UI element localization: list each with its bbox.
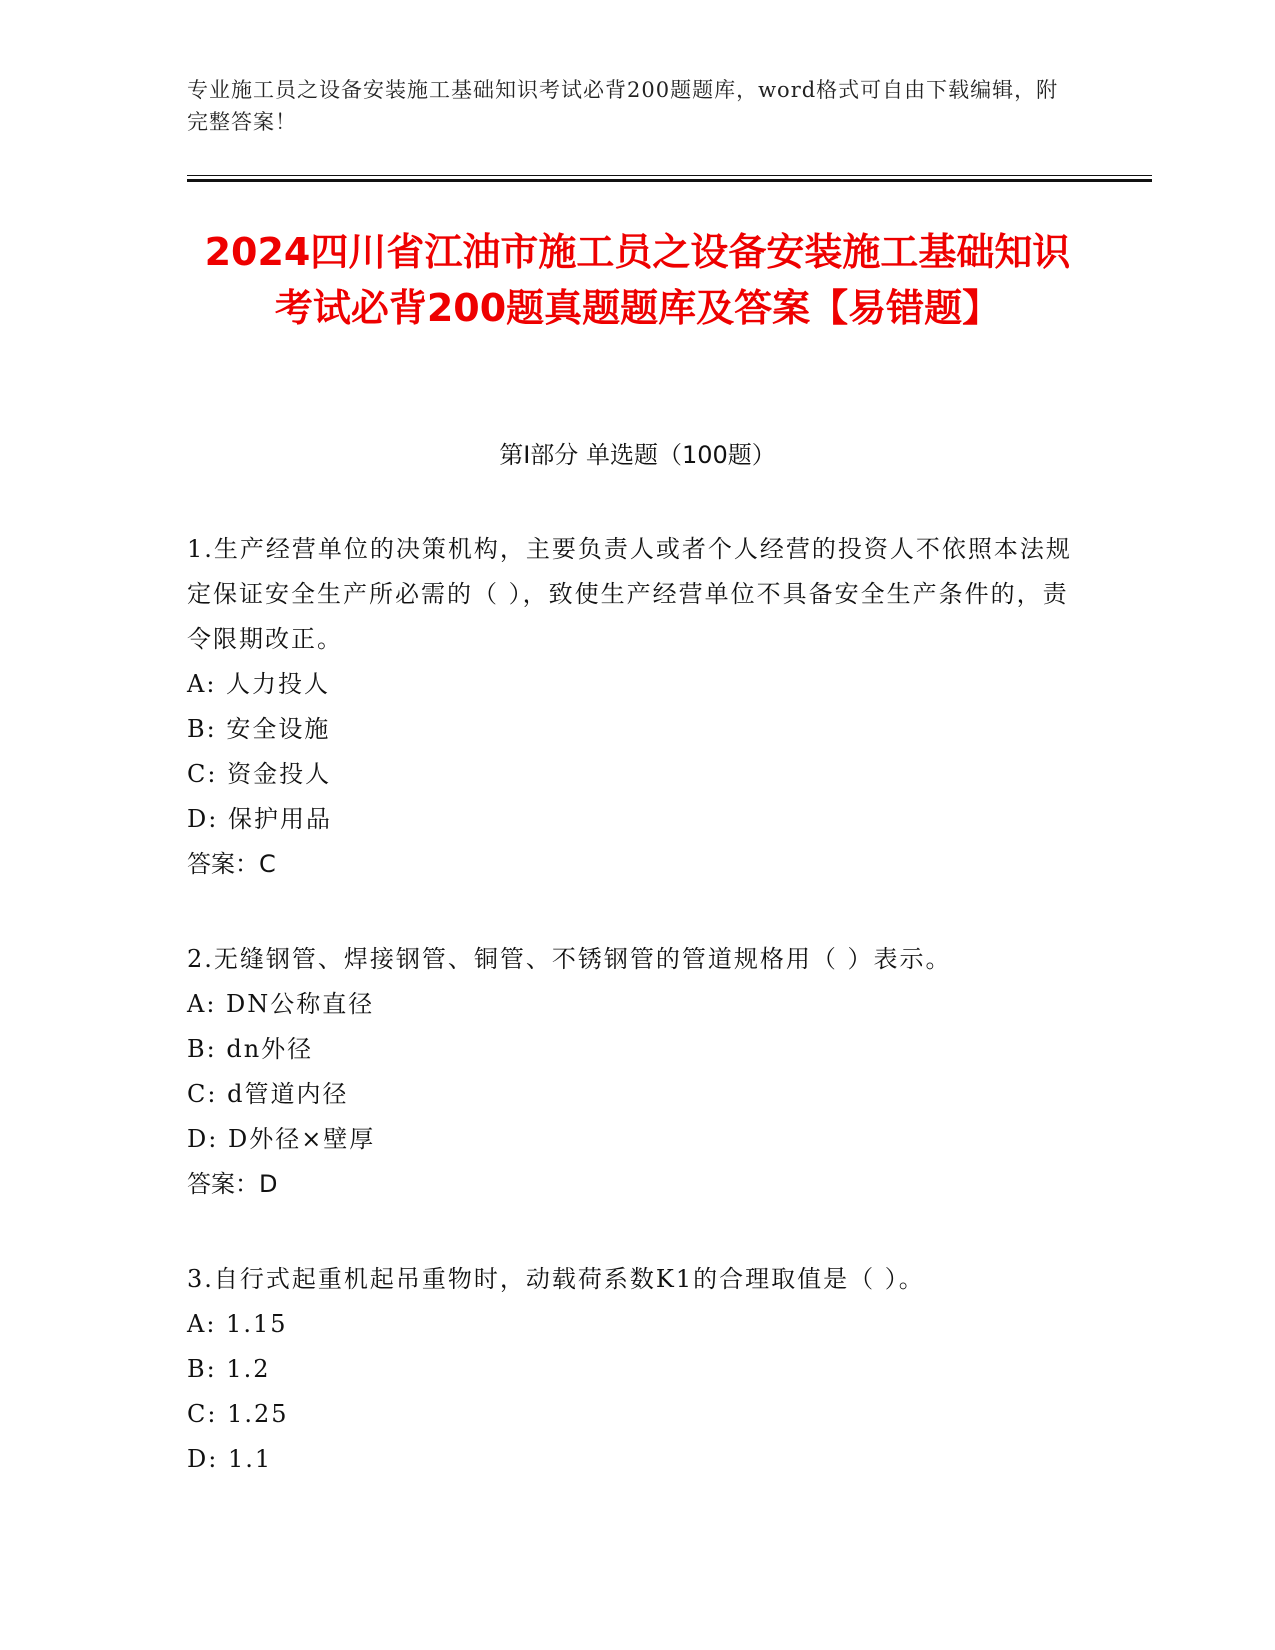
- header-divider-thick: [187, 179, 1152, 182]
- option-d: D: 1.1: [187, 1445, 273, 1473]
- document-title: 2024四川省江油市施工员之设备安装施工基础知识考试必背200题真题题库及答案【易错题】: [204, 230, 1071, 330]
- question-stem: 2.无缝钢管、焊接钢管、铜管、不锈钢管的管道规格用（ ）表示。: [187, 945, 952, 973]
- question-stem: 3.自行式起重机起吊重物时，动载荷系数K1的合理取值是（ ）。: [187, 1265, 925, 1293]
- option-b: B: 1.2: [187, 1355, 271, 1383]
- option-b: B: dn外径: [187, 1035, 314, 1063]
- question-3: [187, 1257, 1087, 1482]
- option-d: D: D外径×壁厚: [187, 1125, 376, 1153]
- answer-line: 答案：D: [187, 1170, 278, 1198]
- header-note: 专业施工员之设备安装施工基础知识考试必背200题题库，word格式可自由下载编辑，附完整答案！: [187, 78, 1059, 134]
- option-c: C: d管道内径: [187, 1080, 349, 1108]
- header-divider-thin: [187, 175, 1152, 176]
- option-c: C: 资金投人: [187, 760, 332, 788]
- answer-line: 答案：C: [187, 850, 276, 878]
- question-1: [187, 527, 1087, 887]
- question-list: [187, 527, 1087, 1532]
- question-stem: 1.生产经营单位的决策机构，主要负责人或者个人经营的投资人不依照本法规定保证安全生产所必需的（ ），致使生产经营单位不具备安全生产条件的，责令限期改正。: [187, 535, 1072, 653]
- option-d: D: 保护用品: [187, 805, 332, 833]
- option-a: A: DN公称直径: [187, 990, 375, 1018]
- option-c: C: 1.25: [187, 1400, 289, 1428]
- option-a: A: 人力投人: [187, 670, 331, 698]
- question-2: [187, 937, 1087, 1207]
- section-title: 第I部分 单选题（100题）: [499, 441, 776, 469]
- option-b: B: 安全设施: [187, 715, 331, 743]
- option-a: A: 1.15: [187, 1310, 288, 1338]
